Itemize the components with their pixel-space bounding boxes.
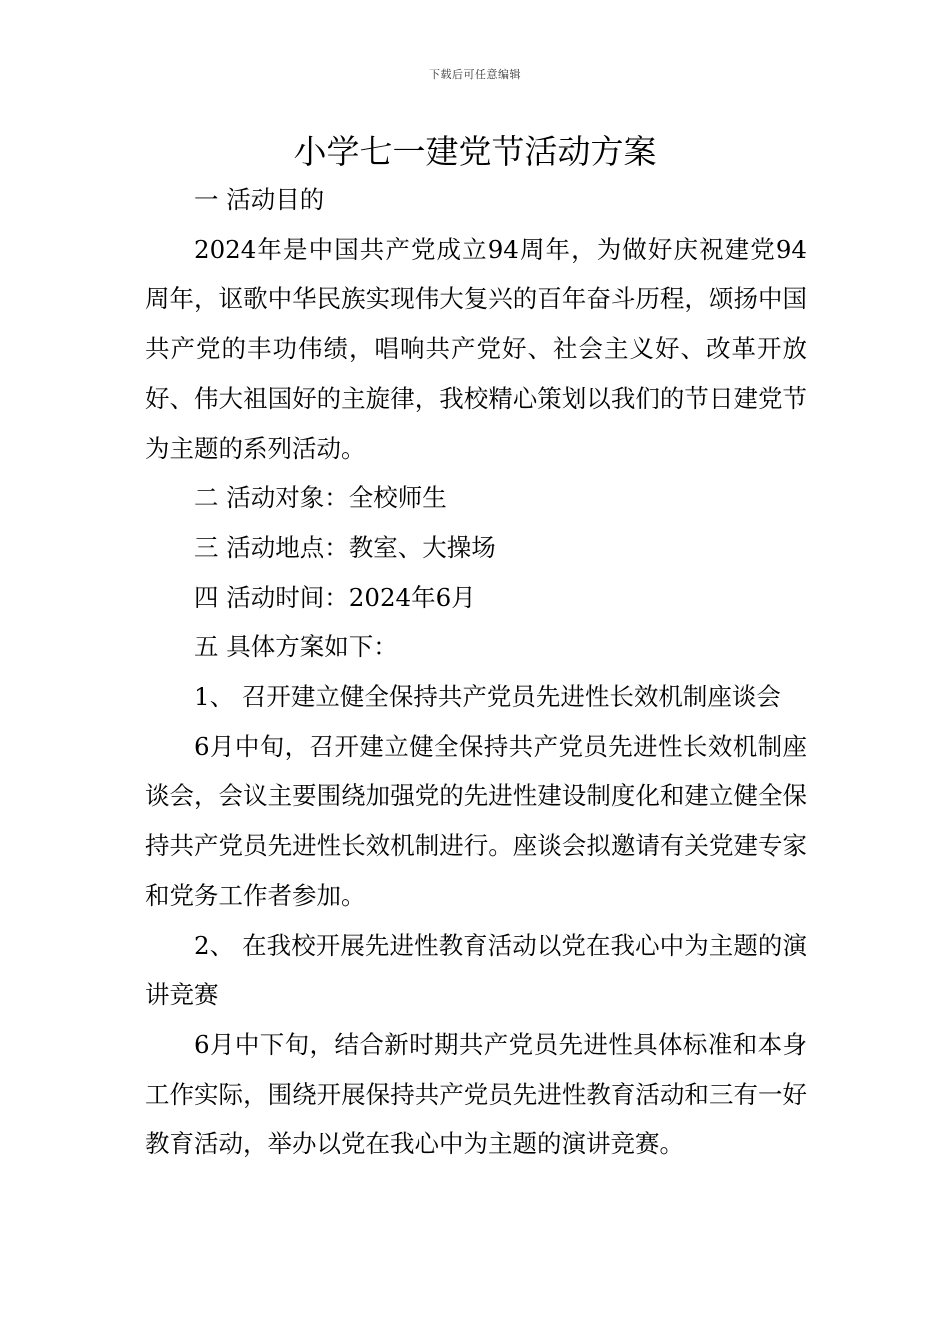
section-4-line: 四 活动时间：2024年6月: [194, 582, 476, 612]
header-note: 下载后可任意编辑: [429, 68, 521, 81]
item-2-heading: 2、 在我校开展先进性教育活动以党在我心中为主题的演讲竞赛: [145, 930, 807, 1010]
item-1-heading: 1、 召开建立健全保持共产党员先进性长效机制座谈会: [194, 682, 781, 712]
section-5-heading: 五 具体方案如下：: [194, 632, 398, 662]
section-3-line: 三 活动地点：教室、大操场: [194, 532, 496, 562]
section-1-heading: 一 活动目的: [194, 185, 325, 214]
section-2-line: 二 活动对象：全校师生: [194, 483, 447, 513]
section-1-paragraph: 2024年是中国共产党成立94周年，为做好庆祝建党94周年，讴歌中华民族实现伟大复兴的百年奋斗历程，颂扬中国共产党的丰功伟绩，唱响共产党好、社会主义好、改革开放好、伟大祖国好的主旋律，我校精心策划以我们的节日建党节为主题的系列活动。: [145, 234, 807, 463]
item-1-paragraph: 6月中旬，召开建立健全保持共产党员先进性长效机制座谈会，会议主要围绕加强党的先进性建设制度化和建立健全保持共产党员先进性长效机制进行。座谈会拟邀请有关党建专家和党务工作者参加。: [145, 731, 807, 910]
document-title: 小学七一建党节活动方案: [293, 132, 657, 171]
document-body: [145, 175, 807, 1169]
item-2-paragraph: 6月中下旬，结合新时期共产党员先进性具体标准和本身工作实际，围绕开展保持共产党员先进性教育活动和三有一好教育活动，举办以党在我心中为主题的演讲竞赛。: [145, 1029, 807, 1159]
